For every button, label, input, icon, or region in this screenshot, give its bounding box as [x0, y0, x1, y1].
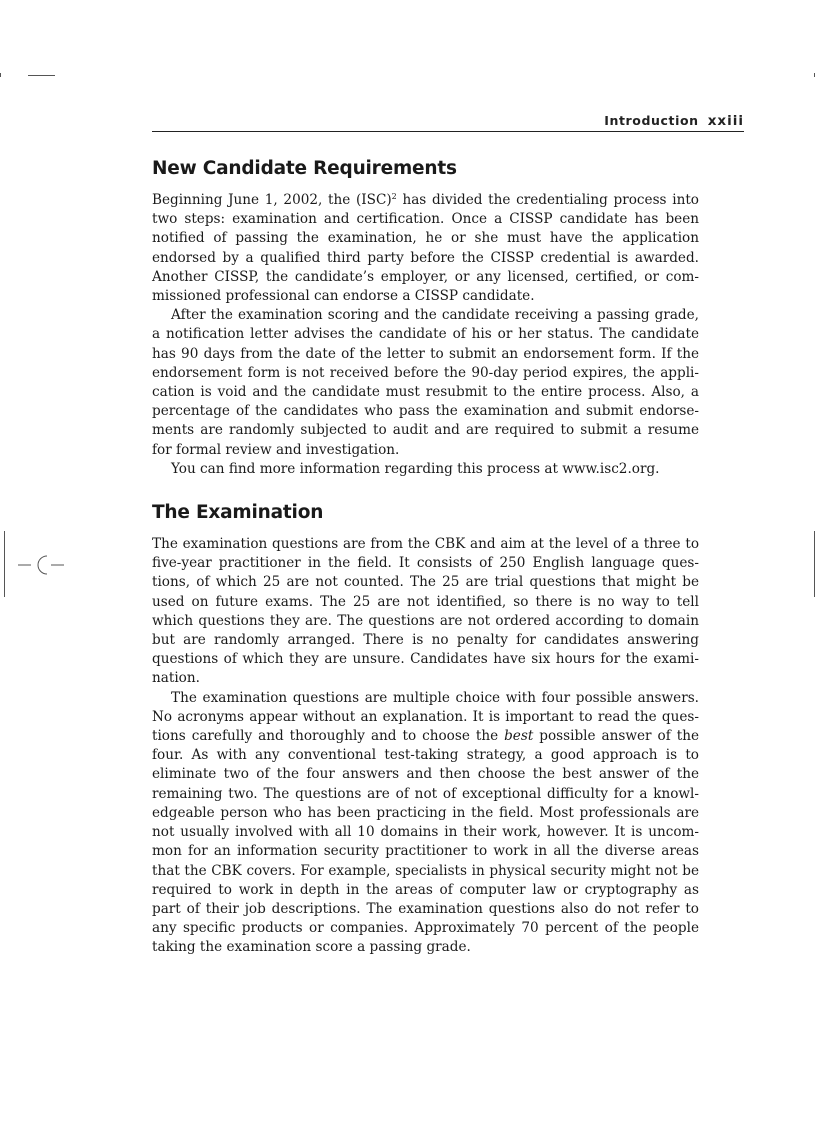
- paragraph: After the examination scoring and the candidate receiving a passing grade, a notification letter advises the candidate of his or her status. The candidate has 90 days from the date of the letter to submit an endorsement form. If the endorsement form is not received before the 90-day period expires, the application is void and the candidate must resubmit to the entire process. Also, a percentage of the candidates who pass the examination and submit endorsements are randomly subjected to audit and are required to submit a resume for formal review and investigation.: [152, 307, 699, 458]
- crop-line-right-middle: [814, 531, 815, 597]
- section-heading-new-candidate-requirements: New Candidate Requirements: [152, 158, 457, 179]
- crop-line-left-middle: [4, 531, 5, 597]
- superscript: 2: [391, 192, 397, 201]
- emphasis: best: [504, 728, 534, 745]
- header-rule: [152, 131, 744, 132]
- page-number: xxiii: [707, 113, 744, 129]
- running-header: [152, 113, 744, 129]
- paragraph: The examination questions are from the CBK and aim at the level of a three to five-year practitioner in the field. It consists of 250 English language questions, of which 25 are not counted. The 25 are trial questions that might be used on future exams. The 25 are not identified, so there is no way to tell which questions they are. The questions are not ordered according to domain but are randomly arranged. There is no penalty for candidates answering questions of which they are unsure. Candidates have six hours for the examination.: [152, 536, 699, 687]
- crop-mark-top-left: [28, 75, 55, 76]
- crop-tick-left-top: [0, 73, 1, 77]
- paragraph: You can find more information regarding this process at www.isc2.org.: [171, 460, 660, 477]
- paragraph: Beginning June 1, 2002, the (ISC)$^2$ has divided the credentialing process into two steps: examination and certification. Once a CISSP candidate has been notified of passing the examination, he or she must have the application endorsed by a qualified third party before the CISSP credential is awarded. Another CISSP, the candidate’s employer, or any licensed, certified, or commissioned professional can endorse a CISSP candidate.: [152, 192, 699, 305]
- page-content: [152, 157, 699, 958]
- registration-mark-icon: [18, 552, 64, 578]
- section-heading-the-examination: The Examination: [152, 502, 324, 524]
- paragraph: The examination questions are multiple choice with four possible answers. No acronyms appear without an explanation. It is important to read the questions carefully and thoroughly and to choose the best possible answer of the four. As with any conventional test-taking strategy, a good approach is to eliminate two of the four answers and then choose the best answer of the remaining two. The questions are of not of exceptional difficulty for a knowledgeable person who has been practicing in the field. Most professionals are not usually involved with all 10 domains in their work, however. It is uncommon for an information security practitioner to work in all the diverse areas that the CBK covers. For example, specialists in physical security might not be required to work in depth in the areas of computer law or cryptography as part of their job descriptions. The examination questions also do not refer to any specific products or companies. Approximately 70 percent of the people taking the examination score a passing grade.: [152, 689, 699, 956]
- crop-tick-right-top: [814, 73, 815, 77]
- header-section-title: Introduction: [604, 113, 699, 128]
